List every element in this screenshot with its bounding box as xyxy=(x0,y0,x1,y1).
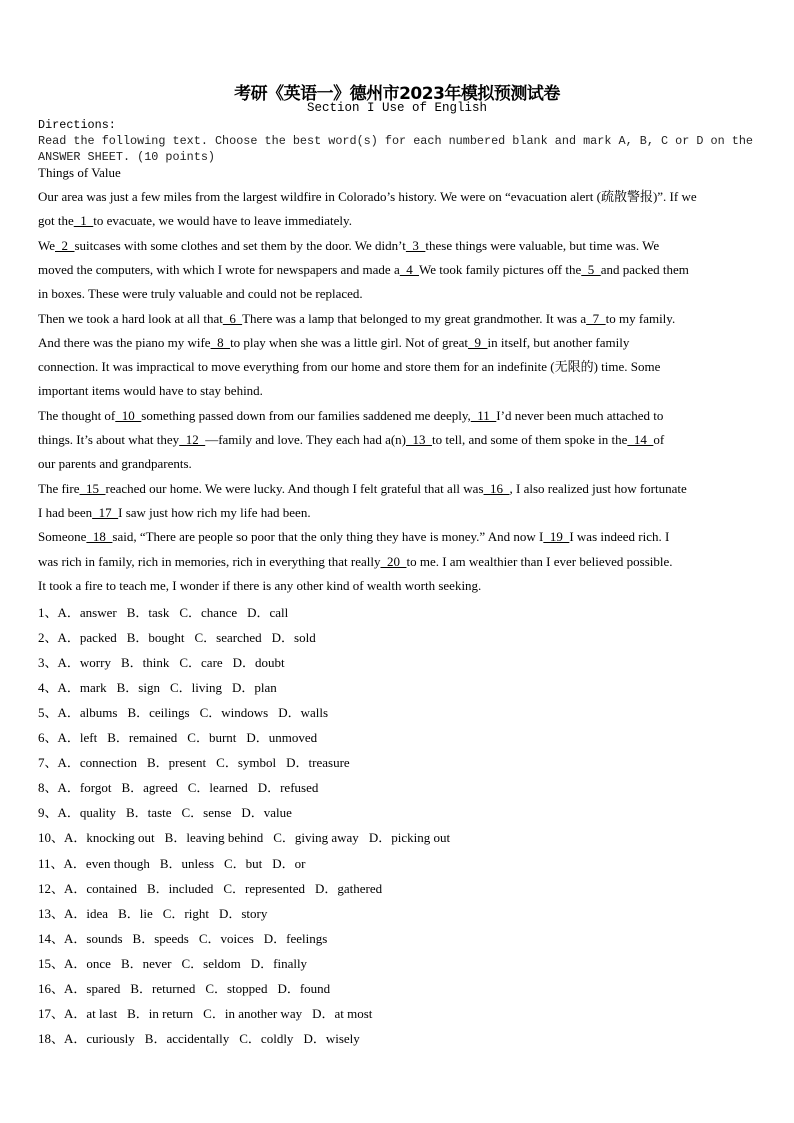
passage-line xyxy=(38,578,481,594)
question-options xyxy=(38,677,287,696)
option-choice: C．voices xyxy=(198,930,254,946)
option-choice: D．plan xyxy=(231,680,277,696)
option-choice: C．giving away xyxy=(273,830,359,846)
option-choice: B．think xyxy=(120,655,170,671)
question-options xyxy=(38,1028,370,1047)
option-choice: C．coldly xyxy=(239,1030,294,1046)
option-choice: B．present xyxy=(146,755,207,771)
passage-text: important items would have to stay behind. xyxy=(38,383,263,399)
question-options xyxy=(38,727,327,746)
passage-line xyxy=(38,432,664,448)
answer-blank: 12 xyxy=(179,432,206,447)
answer-blank: 20 xyxy=(380,553,407,569)
passage-line xyxy=(38,554,673,570)
question-number: 9、 xyxy=(38,805,58,821)
answer-blank: 11 xyxy=(470,407,497,423)
option-choice: A．once xyxy=(64,955,111,971)
option-choice: D．walls xyxy=(278,705,329,721)
option-choice: A．worry xyxy=(57,655,111,671)
passage-line xyxy=(38,529,669,545)
option-choice: A．packed xyxy=(57,630,117,646)
passage-line xyxy=(38,286,363,302)
passage-line xyxy=(38,383,263,399)
passage-text: Then we took a hard look at all that xyxy=(38,310,223,326)
option-choice: A．knocking out xyxy=(64,830,155,846)
option-choice: B．task xyxy=(126,605,170,620)
question-number: 14、 xyxy=(38,930,65,946)
passage-text: I saw just how rich my life had been. xyxy=(118,504,311,520)
option-choice: A．spared xyxy=(64,980,121,996)
option-choice: B．agreed xyxy=(121,780,178,796)
option-choice: C．windows xyxy=(199,705,269,721)
option-choice: D．story xyxy=(218,905,268,921)
option-choice: C．stopped xyxy=(205,980,268,996)
option-choice: C．seldom xyxy=(181,955,241,971)
option-choice: A．sounds xyxy=(64,930,123,946)
question-options xyxy=(38,602,298,621)
answer-blank: 15 xyxy=(79,480,106,496)
option-choice: B．remained xyxy=(107,730,178,746)
option-choice: B．never xyxy=(120,955,172,971)
option-choice: A．contained xyxy=(64,880,137,896)
question-options xyxy=(38,802,302,821)
question-options xyxy=(38,752,360,771)
answer-blank: 9 xyxy=(467,334,488,350)
passage-text: I was indeed rich. I xyxy=(569,529,670,545)
question-options xyxy=(38,702,338,721)
passage-text: It took a fire to teach me, I wonder if there is any other kind of wealth worth seeking. xyxy=(38,577,482,593)
passage-line xyxy=(38,408,663,424)
option-choice: B．bought xyxy=(126,630,185,646)
passage-line xyxy=(38,189,697,205)
passage-line xyxy=(38,238,659,254)
option-choice: C．but xyxy=(224,855,263,871)
passage-text: got the xyxy=(38,213,74,229)
passage-text: and packed them xyxy=(600,261,689,277)
question-number: 8、 xyxy=(38,780,58,796)
passage-line xyxy=(38,335,629,351)
passage-text: Someone xyxy=(38,529,87,545)
passage-text: said, “There are people so poor that the only thing they have is money.” And now I xyxy=(112,529,544,545)
question-options xyxy=(38,853,316,872)
option-choice: D．picking out xyxy=(368,830,451,846)
option-choice: D．sold xyxy=(271,630,316,646)
question-options xyxy=(38,777,328,796)
option-choice: D．value xyxy=(241,805,292,821)
option-choice: C．burnt xyxy=(187,730,237,746)
passage-text: to me. I am wealthier than I ever believed possible. xyxy=(406,553,673,569)
question-options xyxy=(38,953,317,972)
answer-blank: 10 xyxy=(115,407,142,423)
question-number: 10、 xyxy=(38,830,65,846)
answer-blank: 4 xyxy=(399,261,419,277)
question-options xyxy=(38,827,460,846)
option-choice: A．at last xyxy=(64,1005,118,1021)
question-options xyxy=(38,903,277,922)
option-choice: B．returned xyxy=(130,980,196,996)
passage-text: to my family. xyxy=(605,310,676,326)
passage-text: We took family pictures off the xyxy=(419,261,582,277)
passage-text: connection. It was impractical to move everything from our home and store them for an indefinite (无限的) time. Some xyxy=(38,359,661,375)
passage-text: I’d never been much attached to xyxy=(496,407,664,423)
option-choice: C．symbol xyxy=(216,755,277,771)
answer-blank: 2 xyxy=(55,237,75,253)
option-choice: C．sense xyxy=(181,805,232,821)
passage-text: things. It’s about what they xyxy=(38,432,180,447)
passage-text: in itself, but another family xyxy=(487,334,630,350)
question-number: 1、 xyxy=(38,605,58,620)
option-choice: D．doubt xyxy=(232,655,285,671)
passage-text: moved the computers, with which I wrote for newspapers and made a xyxy=(38,261,400,277)
answer-blank: 13 xyxy=(406,432,433,447)
option-choice: A．idea xyxy=(64,905,109,921)
question-number: 17、 xyxy=(38,1005,65,1021)
question-number: 18、 xyxy=(38,1030,65,1046)
answer-blank: 14 xyxy=(627,432,654,447)
passage-text: was rich in family, rich in memories, rich in everything that really xyxy=(38,553,381,569)
option-choice: A．quality xyxy=(57,805,117,821)
option-choice: C．represented xyxy=(223,880,305,896)
option-choice: A．forgot xyxy=(57,780,112,796)
answer-blank: 1 xyxy=(73,213,94,229)
passage-line xyxy=(38,311,675,327)
option-choice: C．living xyxy=(169,680,222,696)
option-choice: B．accidentally xyxy=(144,1030,230,1046)
option-choice: D．refused xyxy=(257,780,319,796)
option-choice: B．in return xyxy=(127,1005,194,1021)
section-heading: Section I Use of English xyxy=(306,101,488,115)
answer-blank: 8 xyxy=(210,334,231,350)
passage-text: to evacuate, we would have to leave immediately. xyxy=(93,213,352,229)
passage-text: to play when she was a little girl. Not of great xyxy=(230,334,468,350)
question-options xyxy=(38,978,340,997)
option-choice: B．lie xyxy=(118,905,153,921)
option-choice: B．taste xyxy=(126,805,172,821)
option-choice: A．mark xyxy=(57,680,107,696)
question-number: 3、 xyxy=(38,655,58,671)
question-options xyxy=(38,627,326,646)
option-choice: D．feelings xyxy=(263,930,328,946)
question-options xyxy=(38,1003,382,1022)
answer-blank: 17 xyxy=(92,504,119,520)
answer-blank: 16 xyxy=(483,480,510,496)
passage-text: —family and love. They each had a(n) xyxy=(205,432,407,447)
question-number: 4、 xyxy=(38,680,58,696)
option-choice: D．finally xyxy=(250,955,308,971)
answer-blank: 18 xyxy=(86,529,113,545)
option-choice: A．albums xyxy=(57,705,118,721)
passage-line xyxy=(38,481,687,497)
passage-text: And there was the piano my wife xyxy=(38,334,211,350)
question-number: 11、 xyxy=(38,855,64,871)
option-choice: B．sign xyxy=(116,680,160,696)
passage-line xyxy=(38,359,660,375)
option-choice: D．call xyxy=(247,605,289,620)
question-number: 2、 xyxy=(38,630,58,646)
option-choice: A．curiously xyxy=(64,1030,135,1046)
question-options xyxy=(38,878,392,897)
option-choice: C．care xyxy=(179,655,223,671)
passage-text: There was a lamp that belonged to my great grandmother. It was a xyxy=(242,310,587,326)
passage-line xyxy=(38,262,689,278)
passage-text: I had been xyxy=(38,504,93,520)
passage-text: our parents and grandparents. xyxy=(38,456,192,472)
answer-blank: 6 xyxy=(222,310,243,326)
directions-label: Directions: xyxy=(38,118,116,132)
passage-text: something passed down from our families saddened me deeply, xyxy=(141,407,471,423)
directions-text-line: Read the following text. Choose the best word(s) for each numbered blank and mark A, B, C or D on the xyxy=(38,134,754,148)
passage-line xyxy=(38,213,352,229)
option-choice: D．at most xyxy=(312,1005,373,1021)
question-number: 15、 xyxy=(38,955,65,971)
answer-blank: 19 xyxy=(543,529,570,545)
question-number: 6、 xyxy=(38,730,58,746)
option-choice: A．answer xyxy=(57,605,117,620)
option-choice: C．chance xyxy=(179,605,238,620)
passage-text: these things were valuable, but time was. We xyxy=(425,237,660,253)
passage-text: reached our home. We were lucky. And though I felt grateful that all was xyxy=(105,480,484,496)
question-number: 13、 xyxy=(38,905,65,921)
option-choice: D．wisely xyxy=(303,1030,360,1046)
option-choice: D．found xyxy=(277,980,331,996)
answer-blank: 3 xyxy=(405,237,426,253)
passage-line xyxy=(38,505,311,521)
question-number: 7、 xyxy=(38,755,58,771)
passage-text: to tell, and some of them spoke in the xyxy=(432,432,628,447)
passage-text: suitcases with some clothes and set them by the door. We didn’t xyxy=(74,237,406,253)
question-options xyxy=(38,652,295,671)
directions-text-line: ANSWER SHEET. (10 points) xyxy=(38,150,215,164)
option-choice: B．ceilings xyxy=(127,705,190,721)
option-choice: D．unmoved xyxy=(246,730,318,746)
option-choice: C．learned xyxy=(187,780,248,796)
option-choice: D．or xyxy=(272,855,306,871)
option-choice: B．unless xyxy=(159,855,214,871)
passage-title: Things of Value xyxy=(38,165,121,180)
option-choice: C．in another way xyxy=(203,1005,303,1021)
option-choice: D．gathered xyxy=(314,880,383,896)
option-choice: B．leaving behind xyxy=(164,830,264,846)
answer-blank: 5 xyxy=(581,261,601,277)
answer-blank: 7 xyxy=(586,310,606,326)
option-choice: A．even though xyxy=(63,855,150,871)
option-choice: B．speeds xyxy=(132,930,189,946)
option-choice: D．treasure xyxy=(286,755,350,771)
passage-text: of xyxy=(653,432,665,447)
passage-text: , I also realized just how fortunate xyxy=(509,480,687,496)
question-number: 16、 xyxy=(38,980,65,996)
question-number: 12、 xyxy=(38,880,65,896)
question-number: 5、 xyxy=(38,705,58,721)
passage-line xyxy=(38,456,192,472)
question-options xyxy=(38,928,337,947)
option-choice: A．left xyxy=(57,730,98,746)
passage-text: The fire xyxy=(38,480,80,496)
page-title: 考研《英语一》德州市2023年模拟预测试卷 xyxy=(234,84,560,104)
option-choice: C．right xyxy=(162,905,209,921)
option-choice: A．connection xyxy=(57,755,137,771)
passage-text: The thought of xyxy=(38,407,116,423)
passage-text: Our area was just a few miles from the largest wildfire in Colorado’s history. We were on “evacuation alert (疏散警报)”. If we xyxy=(38,189,697,204)
passage-text: We xyxy=(38,237,55,253)
option-choice: C．searched xyxy=(194,630,262,646)
option-choice: B．included xyxy=(146,880,214,896)
passage-text: in boxes. These were truly valuable and could not be replaced. xyxy=(38,286,363,302)
